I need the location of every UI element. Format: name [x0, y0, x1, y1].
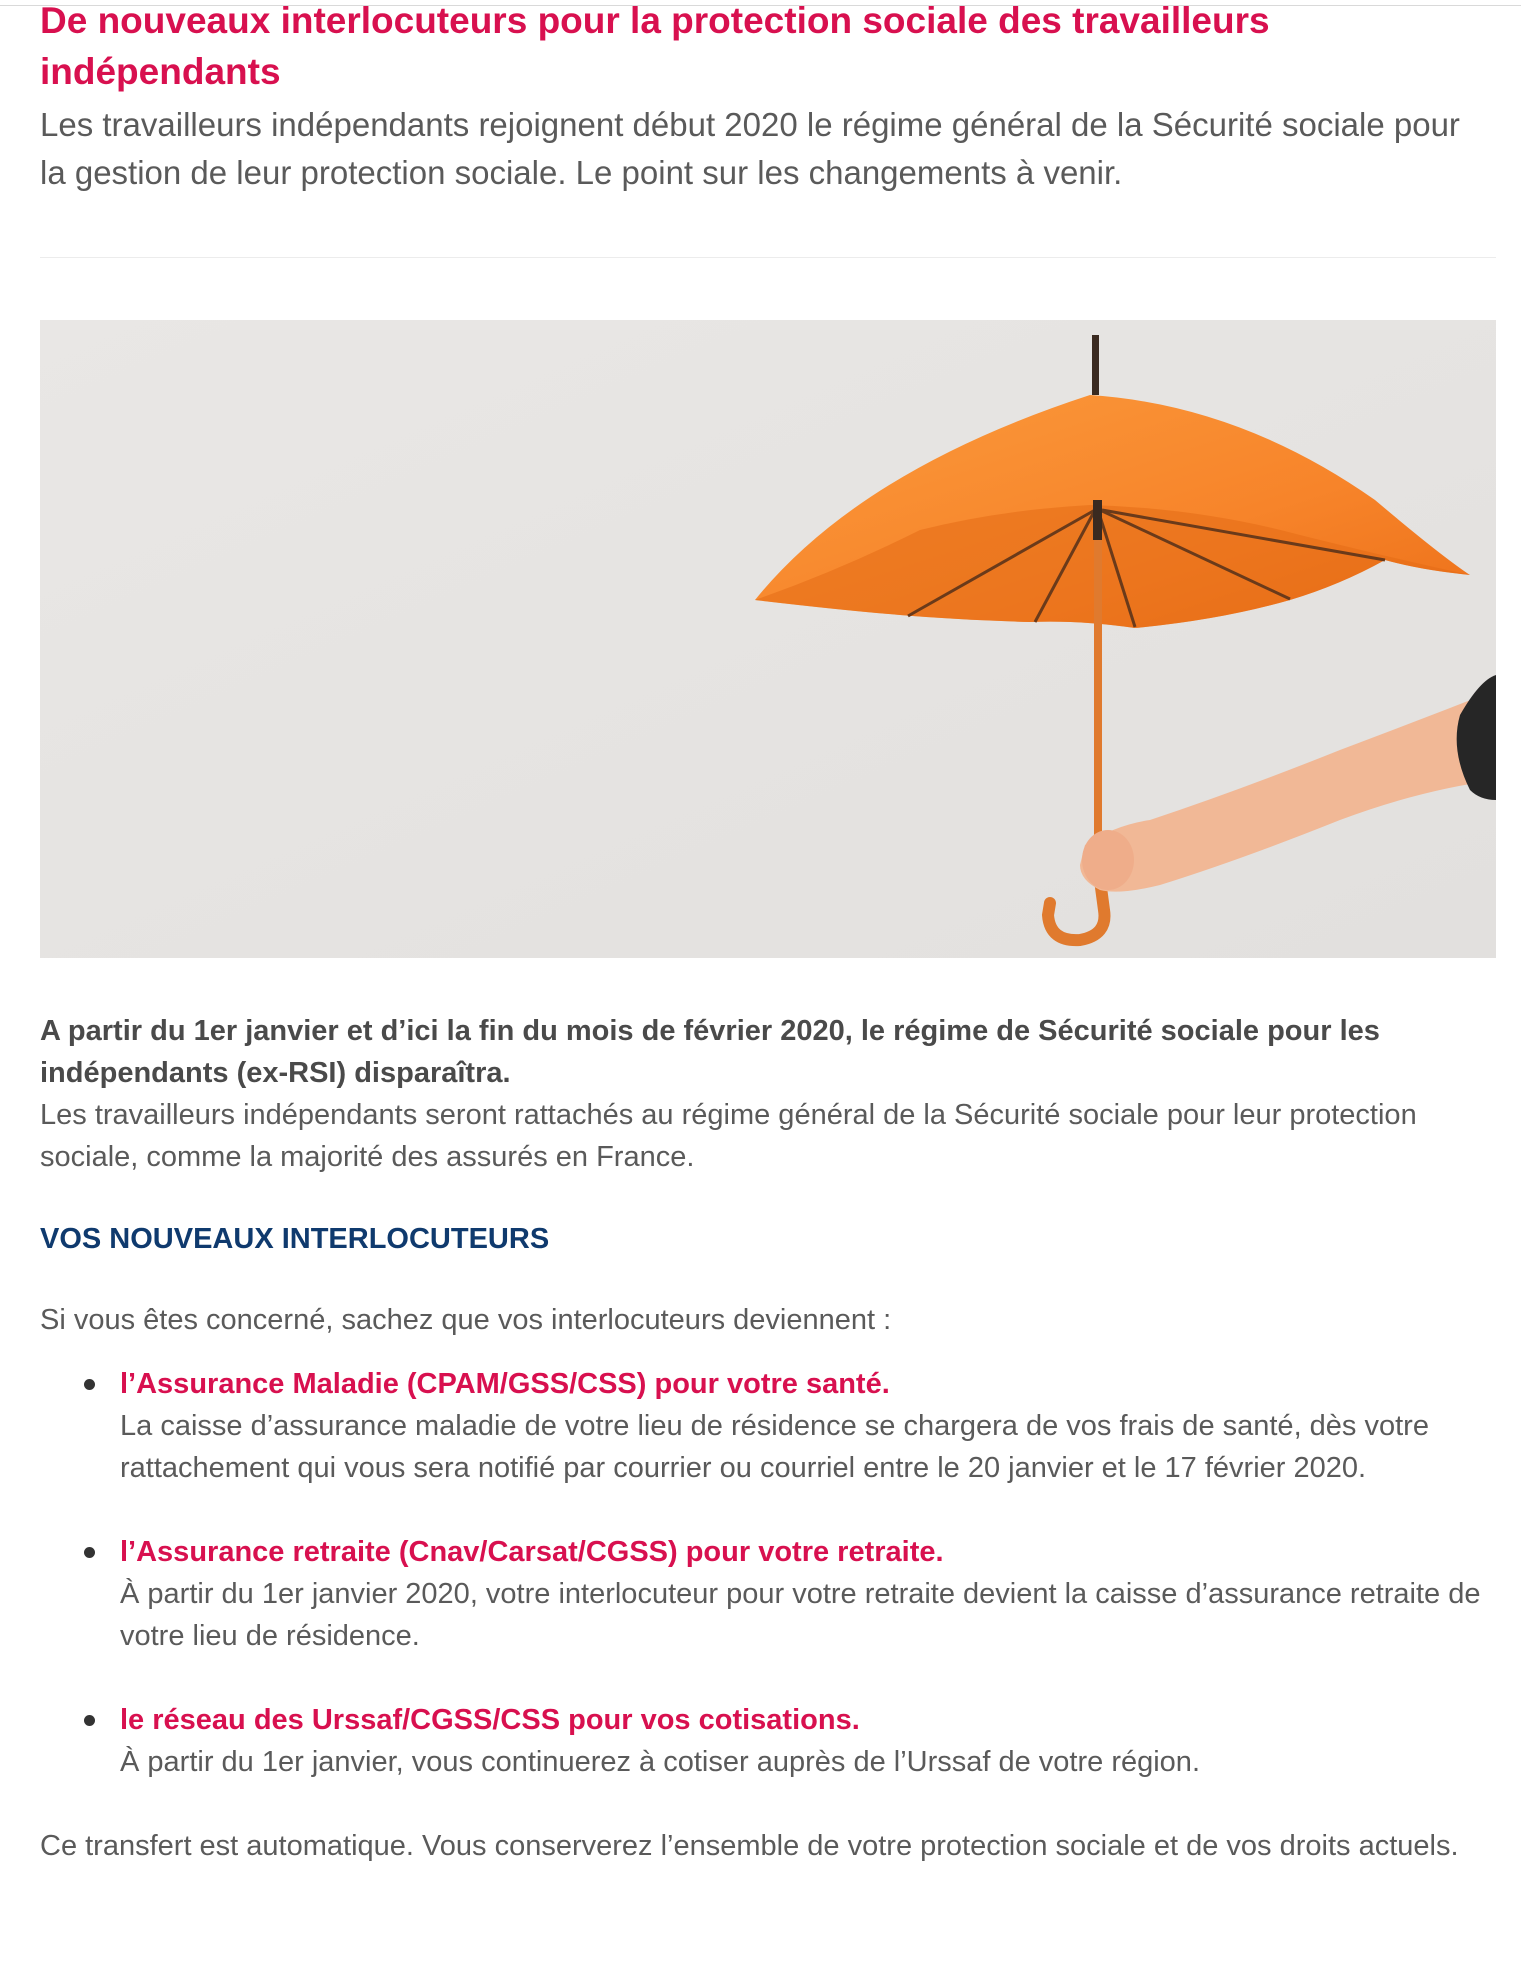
section-heading: VOS NOUVEAUX INTERLOCUTEURS — [40, 1223, 550, 1255]
article-lead: Les travailleurs indépendants rejoignent début 2020 le régime général de la Sécurité sociale pour la gestion de leur protection sociale. Le point sur les changements à venir. — [40, 106, 1460, 191]
article — [40, 0, 1496, 1867]
bullet-icon — [84, 1547, 95, 1558]
list-item — [80, 1531, 1496, 1657]
list-item-label: le réseau des Urssaf/CGSS/CSS pour vos cotisations. — [120, 1704, 860, 1736]
article-title: De nouveaux interlocuteurs pour la protection sociale des travailleurs indépendants — [40, 0, 1270, 92]
umbrella-illustration — [40, 320, 1496, 958]
hero-image — [40, 320, 1496, 958]
umbrella-shaft — [1094, 540, 1102, 870]
list-item-label: l’Assurance Maladie (CPAM/GSS/CSS) pour votre santé. — [120, 1368, 890, 1400]
bullet-icon — [84, 1715, 95, 1726]
interlocutors-list — [40, 1363, 1496, 1783]
list-item — [80, 1699, 1496, 1783]
list-item-label: l’Assurance retraite (Cnav/Carsat/CGSS) pour votre retraite. — [120, 1536, 944, 1568]
list-item-description: À partir du 1er janvier 2020, votre interlocuteur pour votre retraite devient la caisse d’assurance retraite de votre lieu de résidence. — [120, 1578, 1481, 1652]
list-item-description: La caisse d’assurance maladie de votre lieu de résidence se chargera de vos frais de santé, dès votre rattachement qui vous sera notifié par courrier ou courriel entre le 20 janvier et le 17 février 2020. — [120, 1410, 1429, 1484]
outro-paragraph: Ce transfert est automatique. Vous conserverez l’ensemble de votre protection sociale et de vos droits actuels. — [40, 1830, 1459, 1862]
intro-bold: A partir du 1er janvier et d’ici la fin du mois de février 2020, le régime de Sécurité sociale pour les indépendants (ex-RSI) disparaîtra. — [40, 1015, 1380, 1089]
intro-paragraph — [40, 1010, 1496, 1178]
section-intro: Si vous êtes concerné, sachez que vos interlocuteurs deviennent : — [40, 1304, 892, 1336]
list-item-description: À partir du 1er janvier, vous continuerez à cotiser auprès de l’Urssaf de votre région. — [120, 1746, 1200, 1778]
umbrella-tip — [1092, 335, 1099, 395]
shaft-joint — [1093, 500, 1102, 540]
hand — [1082, 830, 1134, 890]
photo-background — [40, 320, 1496, 958]
section-divider — [40, 257, 1496, 258]
intro-text: Les travailleurs indépendants seront rattachés au régime général de la Sécurité sociale pour leur protection sociale, comme la majorité des assurés en France. — [40, 1099, 1417, 1173]
bullet-icon — [84, 1379, 95, 1390]
list-item — [80, 1363, 1496, 1489]
